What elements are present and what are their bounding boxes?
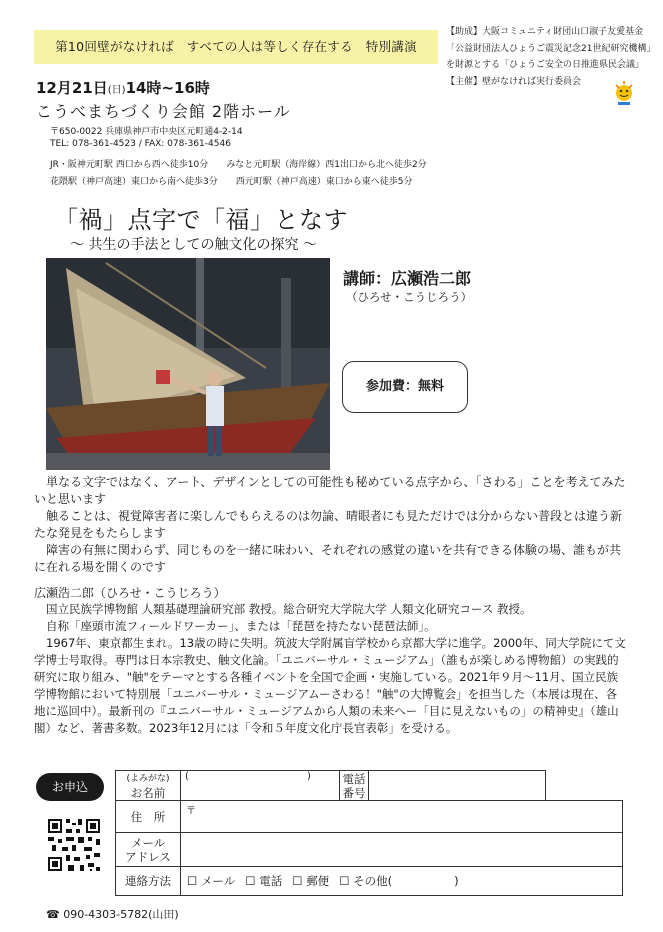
event-weekday: (日) xyxy=(107,85,126,96)
venue-tel-fax: TEL: 078-361-4523 / FAX: 078-361-4546 xyxy=(50,139,231,149)
lecture-introduction xyxy=(34,474,626,576)
lecturer-boat-photo xyxy=(46,258,330,470)
email-label-cell xyxy=(115,832,181,867)
event-end-time: 16時 xyxy=(174,79,210,97)
address-label-cell xyxy=(115,800,181,833)
event-date: 12月21日 xyxy=(36,79,108,97)
address-input-cell[interactable] xyxy=(180,800,623,833)
lecturer-name-reading: （ひろせ・こうじろう） xyxy=(346,290,473,304)
lecturer-biography xyxy=(34,601,626,737)
event-start-time: 14時 xyxy=(125,79,162,97)
contact-method-label: 連絡方法 xyxy=(125,874,171,888)
access-info-2: 花隈駅（神戸高速）東口から南へ徒歩3分 西元町駅（神戸高速）東口から東へ徒歩5分 xyxy=(50,177,413,187)
contact-option-label: メール xyxy=(200,874,236,888)
contact-option-email[interactable] xyxy=(187,873,235,889)
application-form xyxy=(115,770,623,896)
checkbox-icon[interactable]: ☐ xyxy=(187,874,198,888)
sponsor-line: を財源とする「ひょうご安全の日推進県民会議」 xyxy=(446,60,645,70)
qr-code-icon[interactable] xyxy=(46,817,102,873)
contact-other-close: ) xyxy=(454,874,459,888)
address-label: 住 所 xyxy=(130,809,166,824)
access-info-1: JR・阪神元町駅 西口から西へ徒歩10分 みなと元町駅（海岸線）西1出口から北へ徒歩2分 xyxy=(50,160,427,170)
contact-method-options xyxy=(180,866,623,896)
contact-phone xyxy=(46,906,179,922)
bio-heading: 広瀬浩二郎（ひろせ・こうじろう） xyxy=(34,586,226,600)
furigana-paren-close: ) xyxy=(307,771,311,782)
apply-badge: お申込 xyxy=(36,773,104,801)
checkbox-icon[interactable]: ☐ xyxy=(245,874,256,888)
phone-icon: ☎ xyxy=(46,908,60,921)
name-label-cell xyxy=(115,770,181,801)
intro-paragraph: 障害の有無に関わらず、同じものを一緒に味わい、それぞれの感覚の違いを共有できる体験の場、誰もが共に在れる場を開くのです xyxy=(34,543,622,574)
venue-address: 〒650-0022 兵庫県神戸市中央区元町通4-2-14 xyxy=(50,127,243,137)
phone-input-cell[interactable] xyxy=(368,770,546,801)
contact-option-label: 電話 xyxy=(259,874,283,888)
lecture-subtitle: ～ 共生の手法としての触文化の探究 ～ xyxy=(70,237,317,253)
email-label-line-2: アドレス xyxy=(125,849,171,864)
sponsor-line: 【助成】大阪コミュニティ財団山口淑子友愛基金 xyxy=(446,27,644,37)
contact-phone-number: 090-4303-5782(山田) xyxy=(63,908,179,921)
intro-paragraph: 触ることは、視覚障害者に楽しんでもらえるのは勿論、晴眼者にも見ただけでは分からない普段とは違う新たな発見をもたらします xyxy=(34,509,623,540)
email-label-line-1: メール xyxy=(130,835,166,850)
phone-label-line-1: 電話 xyxy=(342,771,366,786)
postal-mark: 〒 xyxy=(186,806,196,817)
contact-option-other[interactable] xyxy=(339,873,458,889)
lecture-title: 「禍」点字で「福」となす xyxy=(54,206,348,234)
contact-option-mail[interactable] xyxy=(292,873,329,889)
intro-paragraph: 単なる文字ではなく、アート、デザインとしての可能性も秘めている点字から、「さわる」ことを考えてみたいと思います xyxy=(34,475,626,506)
sponsor-line: 「公益財団法人ひょうご震災記念21世紀研究機構」 xyxy=(446,43,656,54)
furigana-paren-open: ( xyxy=(185,771,189,782)
name-input-cell[interactable] xyxy=(180,770,340,801)
contact-option-phone[interactable] xyxy=(245,873,282,889)
participation-fee-badge: 参加費：無料 xyxy=(342,361,468,413)
name-label: お名前 xyxy=(130,785,166,800)
event-date-time xyxy=(36,77,210,98)
sponsor-line: 【主催】壁がなければ実行委員会 xyxy=(446,76,582,87)
contact-option-label: その他( xyxy=(353,874,393,888)
lecturer-name: 講師：広瀬浩二郎 xyxy=(343,269,472,288)
event-series-banner: 第10回壁がなければ すべての人は等しく存在する 特別講演 xyxy=(34,30,438,64)
email-input-cell[interactable] xyxy=(180,832,623,867)
bio-paragraph: 国立民族学博物館 人類基礎理論研究部 教授。総合研究大学院大学 人類文化研究コース 教授。 xyxy=(46,602,532,616)
bio-paragraph: 1967年、東京都生まれ。13歳の時に失明。筑波大学附属盲学校から京都大学に進学。2000年、同大学院にて文学博士号取得。専門は日本宗教史、触文化論。「ユニバーサル・ミュージアム」（誰もが楽しめる博物館）の実践的研究に取り組み、"触"をテーマとする各種イベントを全国で企画・実施している。2021年９月～11月、国立民族学博物館において特別展「ユニバーサル・ミュージアムーさわる！"触"の大博覧会」を担当した（本展は現在、各地に巡回中）。最新刊の『ユニバーサル・ミュージアムから人類の未来へー「目に見えないもの」の精神史』（雄山閣）など、著書多数。2023年12月には「令和５年度文化庁長官表彰」を受ける。 xyxy=(34,636,626,735)
furigana-label: (よみがな) xyxy=(126,773,170,784)
checkbox-icon[interactable]: ☐ xyxy=(292,874,303,888)
venue-name: こうべまちづくり会館 2階ホール xyxy=(36,102,291,121)
contact-method-label-cell xyxy=(115,866,181,896)
contact-option-label: 郵便 xyxy=(306,874,330,888)
checkbox-icon[interactable]: ☐ xyxy=(339,874,350,888)
time-separator: ~ xyxy=(161,79,175,97)
phone-label-cell xyxy=(339,770,369,801)
mascot-logo-icon xyxy=(612,80,636,106)
bio-paragraph: 自称「座頭市流フィールドワーカー」、または「琵琶を持たない琵琶法師」。 xyxy=(46,619,436,633)
phone-label-line-2: 番号 xyxy=(342,785,366,800)
